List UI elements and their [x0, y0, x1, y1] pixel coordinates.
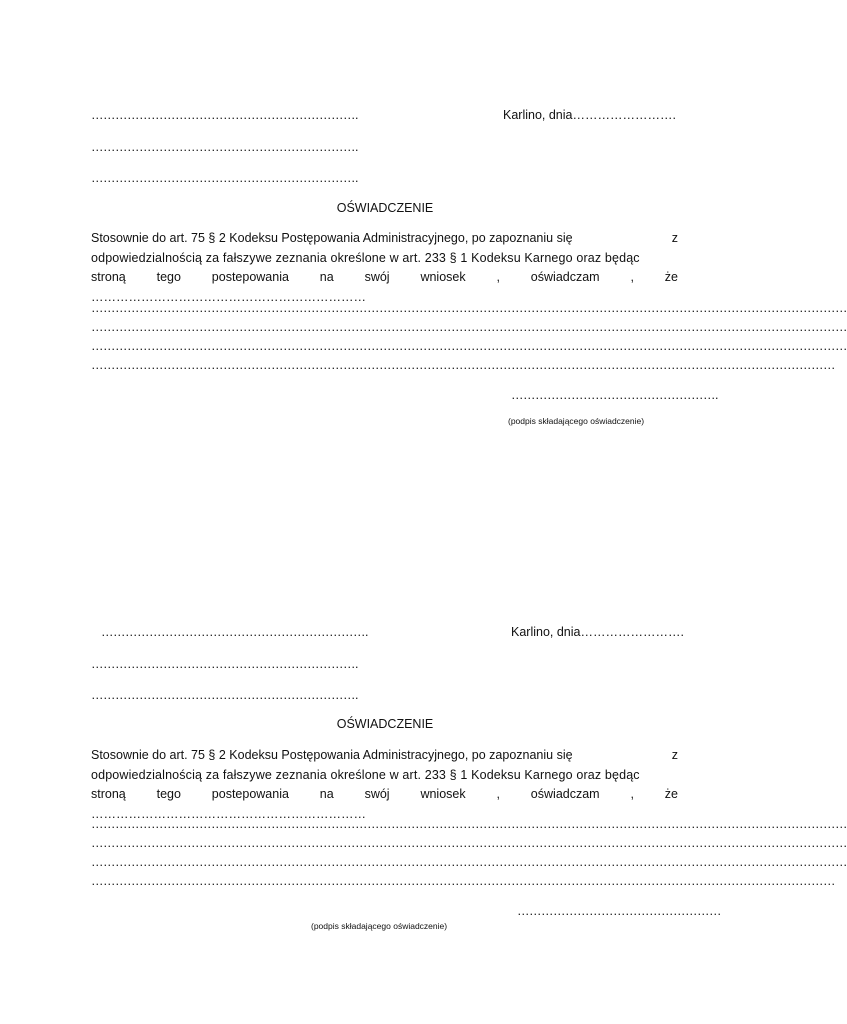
fill-line: ………………………………………………………………………………………………………………………………………………………………………: [91, 320, 847, 334]
paragraph-line-2: odpowiedzialnością za fałszywe zeznania określone w art. 233 § 1 Kodeksu Karnego oraz będąc: [91, 250, 640, 265]
signature-line: …………………………………………….: [511, 388, 718, 402]
declaration-paragraph: [91, 229, 678, 307]
sender-line-2: ………………………………………………………….: [91, 657, 358, 671]
declaration-paragraph: [91, 746, 678, 824]
sender-line-2: ………………………………………………………….: [91, 140, 358, 154]
signature-caption: (podpis składającego oświadczenie): [508, 416, 645, 426]
fill-line: ………………………………………………………………………………………………………………………………………………………………………: [91, 339, 847, 353]
signature-caption: (podpis składającego oświadczenie): [311, 921, 448, 931]
paragraph-line-2: odpowiedzialnością za fałszywe zeznania określone w art. 233 § 1 Kodeksu Karnego oraz będąc: [91, 767, 640, 782]
fill-line: ………………………………………………………………………………………………………………………………………………………………………: [91, 855, 847, 869]
fill-line: ……………………………………………………………………………………………………………………………………………………………………: [91, 874, 835, 888]
fill-line: ………………………………………………………………………………………………………………………………………………………………………: [91, 836, 847, 850]
fill-line: ………………………………………………………………………………………………………………………………………………………………………: [91, 301, 847, 315]
paragraph-line-1: Stosownie do art. 75 § 2 Kodeksu Postępowania Administracyjnego, po zapoznaniu się z: [91, 231, 678, 245]
paragraph-line-3: stroną tego postepowania na swój wniosek , oświadczam , że …………………………………………………………: [91, 270, 678, 304]
fill-line: ………………………………………………………………………………………………………………………………………………………………………: [91, 817, 847, 831]
sender-line-3: ………………………………………………………….: [91, 688, 358, 702]
fill-line: ……………………………………………………………………………………………………………………………………………………………………: [91, 358, 835, 372]
place-date: Karlino, dnia…………………….: [503, 108, 676, 122]
sender-line-1: ………………………………………………………….: [91, 108, 358, 122]
declaration-title: OŚWIADCZENIE: [336, 201, 434, 215]
place-date: Karlino, dnia…………………….: [511, 625, 684, 639]
declaration-title: OŚWIADCZENIE: [336, 717, 434, 731]
paragraph-line-3: stroną tego postepowania na swój wniosek , oświadczam , że …………………………………………………………: [91, 787, 678, 821]
paragraph-line-1: Stosownie do art. 75 § 2 Kodeksu Postępowania Administracyjnego, po zapoznaniu się z: [91, 748, 678, 762]
signature-line: ……………………………………………: [517, 904, 721, 918]
sender-line-3: ………………………………………………………….: [91, 171, 358, 185]
sender-line-1: ………………………………………………………….: [101, 625, 368, 639]
